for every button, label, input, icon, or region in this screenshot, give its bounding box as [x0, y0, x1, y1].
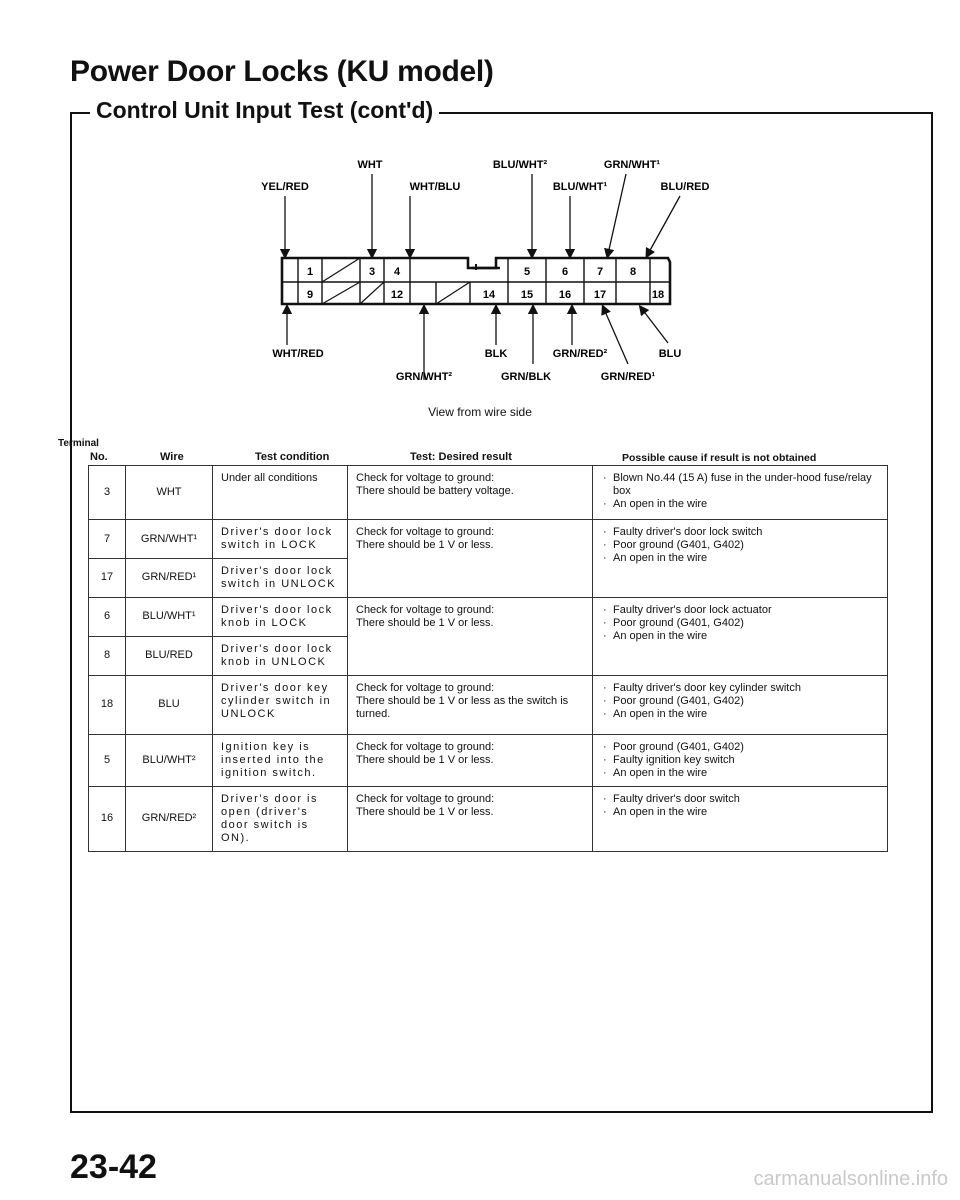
top-leader-lines [285, 174, 680, 254]
cause-item: · Poor ground (G401, G402) [601, 617, 879, 630]
result-cell [348, 466, 593, 520]
cause-cell [593, 734, 888, 786]
pin-number: 16 [558, 289, 572, 301]
connector-body [282, 258, 670, 304]
wire-label-blu: BLU [658, 348, 682, 360]
wire-label-grn-red1: GRN/RED¹ [600, 371, 656, 383]
wire-cell: BLU/RED [126, 636, 213, 675]
pin-number: 9 [306, 289, 314, 301]
result-text: Check for voltage to ground: There should be 1 V or less. [356, 792, 495, 818]
table-row [89, 734, 888, 786]
wire-cell: BLU/WHT² [126, 734, 213, 786]
result-cell [348, 675, 593, 734]
cause-item: · An open in the wire [601, 767, 879, 780]
wire-label-wht-blu: WHT/BLU [409, 181, 461, 193]
wire-cell: BLU [126, 675, 213, 734]
section-subtitle: Control Unit Input Test (cont'd) [90, 97, 439, 124]
wire-cell: GRN/WHT¹ [126, 520, 213, 559]
terminal-cell: 17 [89, 559, 126, 598]
cause-list [601, 604, 879, 643]
terminal-cell: 5 [89, 734, 126, 786]
connector-diagram [0, 0, 960, 420]
cause-item: · An open in the wire [601, 498, 879, 511]
wire-label-grn-red2: GRN/RED² [552, 348, 608, 360]
view-caption: View from wire side [428, 405, 532, 419]
result-cell [348, 786, 593, 851]
condition-cell: Driver's door is open (driver's door switch is ON). [213, 786, 348, 851]
input-test-table-body [89, 466, 888, 852]
result-text: Check for voltage to ground: There should be 1 V or less. [356, 526, 495, 551]
cause-item: · Poor ground (G401, G402) [601, 741, 879, 754]
wire-label-blu-wht1: BLU/WHT¹ [552, 181, 608, 193]
table-row [89, 597, 888, 636]
wire-label-wht-red: WHT/RED [272, 348, 324, 360]
input-test-table [88, 465, 888, 852]
result-text: Check for voltage to ground: There should be battery voltage. [356, 472, 514, 497]
condition-cell: Driver's door lock knob in UNLOCK [213, 636, 348, 675]
wire-label-blu-wht2: BLU/WHT² [492, 159, 548, 171]
cause-item: · Blown No.44 (15 A) fuse in the under-hood fuse/relay box [601, 472, 879, 498]
wire-label-blk: BLK [484, 348, 508, 360]
cause-item: · Faulty driver's door lock switch [601, 526, 879, 539]
cause-cell [593, 597, 888, 675]
pin-number: 6 [561, 266, 569, 278]
result-text: Check for voltage to ground: There should be 1 V or less as the switch is turned. [356, 681, 569, 720]
wire-cell: WHT [126, 466, 213, 520]
cause-item: · Faulty driver's door switch [601, 793, 879, 806]
cause-list [601, 472, 879, 511]
condition-cell: Driver's door lock switch in LOCK [213, 520, 348, 559]
cause-item: · An open in the wire [601, 708, 879, 721]
table-row [89, 786, 888, 851]
cause-item: · Faulty ignition key switch [601, 754, 879, 767]
result-cell [348, 734, 593, 786]
cause-item: · An open in the wire [601, 806, 879, 819]
wire-label-wht: WHT [357, 159, 383, 171]
header-possible-cause: Possible cause if result is not obtained [622, 452, 817, 464]
pin-number: 15 [520, 289, 534, 301]
watermark: carmanualsonline.info [753, 1168, 948, 1190]
table-row [89, 520, 888, 559]
wire-cell: BLU/WHT¹ [126, 597, 213, 636]
terminal-cell: 18 [89, 675, 126, 734]
cause-item: · Poor ground (G401, G402) [601, 695, 879, 708]
header-terminal-no: No. [90, 451, 108, 463]
pin-number: 7 [596, 266, 604, 278]
wire-label-blu-red: BLU/RED [660, 181, 710, 193]
terminal-cell: 3 [89, 466, 126, 520]
cause-list [601, 793, 879, 819]
page-number: 23-42 [70, 1148, 157, 1186]
bottom-leader-lines [287, 309, 668, 380]
condition-cell: Driver's door lock knob in LOCK [213, 597, 348, 636]
table-row [89, 466, 888, 520]
result-cell [348, 597, 593, 675]
cause-item: · An open in the wire [601, 552, 879, 565]
pin-number: 3 [368, 266, 376, 278]
cause-item: · Faulty driver's door key cylinder switch [601, 682, 879, 695]
frame-bottom-border [70, 1111, 933, 1113]
cause-item: · Faulty driver's door lock actuator [601, 604, 879, 617]
cause-list [601, 682, 879, 721]
condition-cell: Driver's door key cylinder switch in UNLOCK [213, 675, 348, 734]
terminal-cell: 7 [89, 520, 126, 559]
cause-list [601, 741, 879, 780]
condition-cell: Driver's door lock switch in UNLOCK [213, 559, 348, 598]
result-cell [348, 520, 593, 598]
pin-number: 1 [306, 266, 314, 278]
pin-number: 14 [482, 289, 496, 301]
header-test-condition: Test condition [255, 451, 330, 463]
pin-number: 17 [593, 289, 607, 301]
page-title: Power Door Locks (KU model) [70, 55, 494, 88]
header-desired-result: Test: Desired result [410, 451, 512, 463]
wire-label-grn-wht1-top: GRN/WHT¹ [603, 159, 661, 171]
cause-cell [593, 786, 888, 851]
cause-item: · Poor ground (G401, G402) [601, 539, 879, 552]
header-terminal: Terminal [58, 438, 99, 449]
wire-label-grn-wht2: GRN/WHT² [395, 371, 453, 383]
wire-label-grn-blk: GRN/BLK [500, 371, 552, 383]
pin-number: 12 [390, 289, 404, 301]
result-text: Check for voltage to ground: There should be 1 V or less. [356, 603, 495, 629]
condition-cell: Under all conditions [213, 466, 348, 520]
cause-list [601, 526, 879, 565]
wire-label-yel-red: YEL/RED [261, 181, 309, 193]
cause-cell [593, 520, 888, 598]
header-wire: Wire [160, 451, 184, 463]
terminal-cell: 8 [89, 636, 126, 675]
pin-number: 5 [523, 266, 531, 278]
pin-number: 4 [393, 266, 401, 278]
condition-cell: Ignition key is inserted into the ignition switch. [213, 734, 348, 786]
wire-cell: GRN/RED² [126, 786, 213, 851]
result-text: Check for voltage to ground: There should be 1 V or less. [356, 740, 495, 766]
terminal-cell: 6 [89, 597, 126, 636]
table-row [89, 675, 888, 734]
terminal-cell: 16 [89, 786, 126, 851]
wire-cell: GRN/RED¹ [126, 559, 213, 598]
pin-number: 8 [629, 266, 637, 278]
cause-cell [593, 675, 888, 734]
cause-cell [593, 466, 888, 520]
cause-item: · An open in the wire [601, 630, 879, 643]
pin-number: 18 [651, 289, 665, 301]
